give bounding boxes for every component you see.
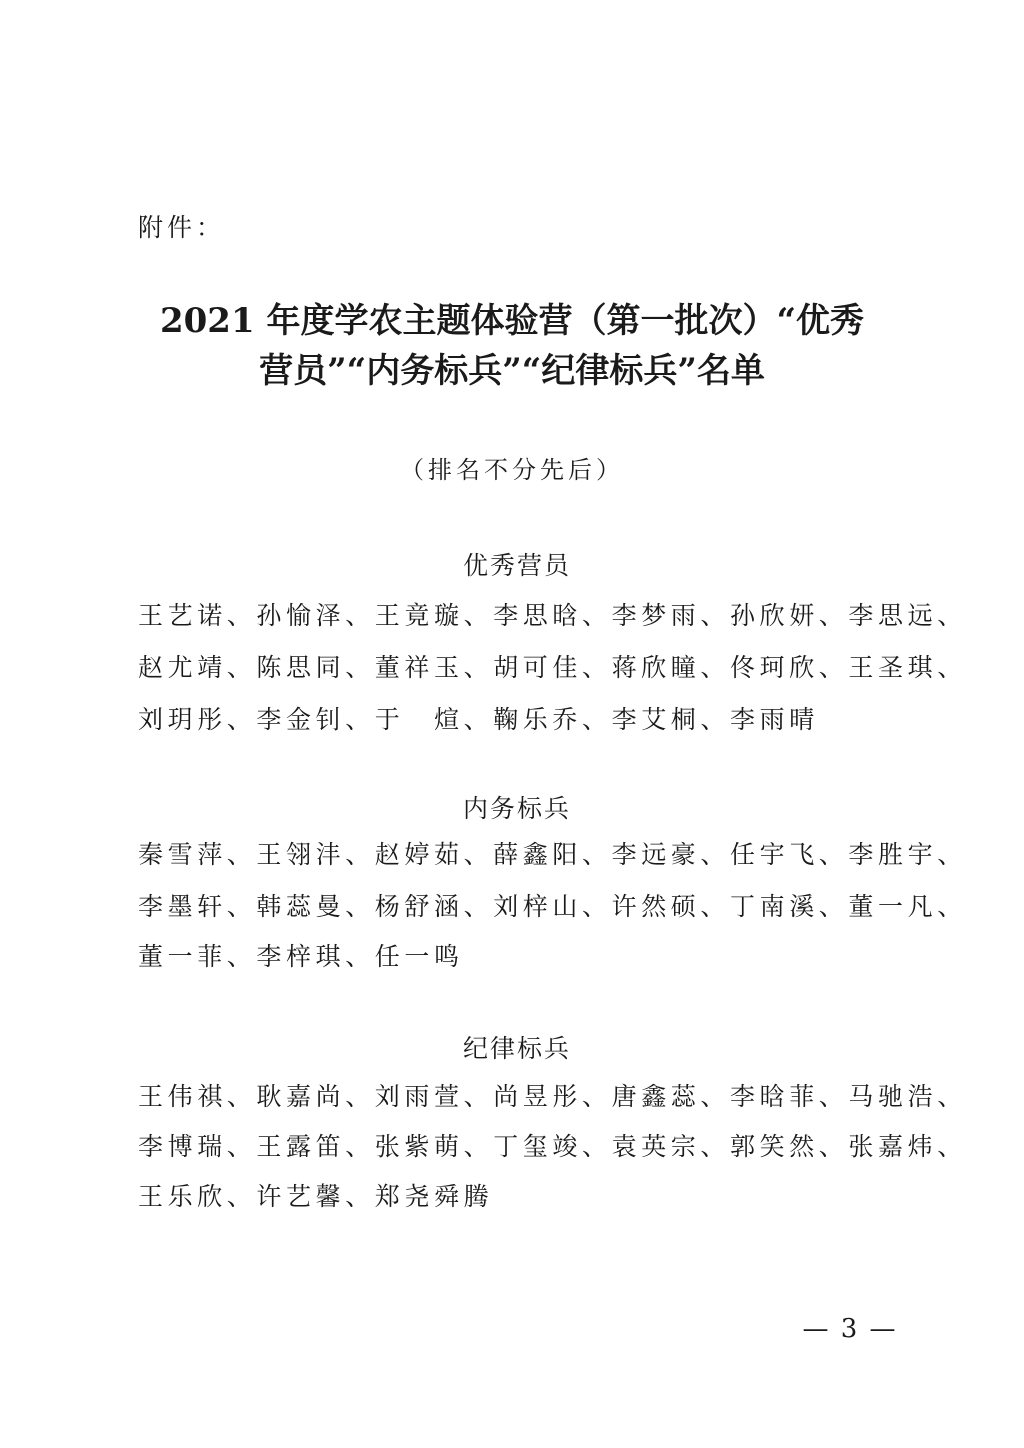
document-title-line-2: 营员”“内务标兵”“纪律标兵”名单	[259, 351, 765, 391]
ranking-note: （排名不分先后）	[400, 456, 624, 484]
names-line: 李墨轩、韩蕊曼、杨舒涵、刘梓山、许然硕、丁南溪、董一凡、	[138, 892, 967, 921]
names-line: 王艺诺、孙愉泽、王竟璇、李思晗、李梦雨、孙欣妍、李思远、	[138, 601, 967, 630]
attachment-label: 附件：	[138, 213, 226, 242]
names-line: 王乐欣、许艺馨、郑尧舜腾	[138, 1182, 494, 1211]
section-heading-discipline-models: 纪律标兵	[462, 1034, 571, 1063]
names-line: 赵尤靖、陈思同、董祥玉、胡可佳、蒋欣瞳、佟珂欣、王圣琪、	[138, 653, 967, 682]
names-line: 李博瑞、王露笛、张紫萌、丁玺竣、袁英宗、郭笑然、张嘉炜、	[138, 1132, 967, 1161]
section-heading-housekeeping-models: 内务标兵	[462, 794, 571, 823]
document-title-line-1: 2021 年度学农主题体验营（第一批次）“优秀	[159, 301, 865, 341]
names-line: 王伟祺、耿嘉尚、刘雨萱、尚昱彤、唐鑫蕊、李晗菲、马驰浩、	[138, 1082, 967, 1111]
page-number: — 3 —	[802, 1314, 898, 1344]
names-line: 董一菲、李梓琪、任一鸣	[138, 942, 464, 971]
names-line: 秦雪萍、王翎沣、赵婷茹、薛鑫阳、李远豪、任宇飞、李胜宇、	[138, 840, 967, 869]
section-heading-outstanding-campers: 优秀营员	[462, 551, 571, 580]
names-line: 刘玥彤、李金钊、于 煊、鞠乐乔、李艾桐、李雨晴	[138, 705, 819, 734]
